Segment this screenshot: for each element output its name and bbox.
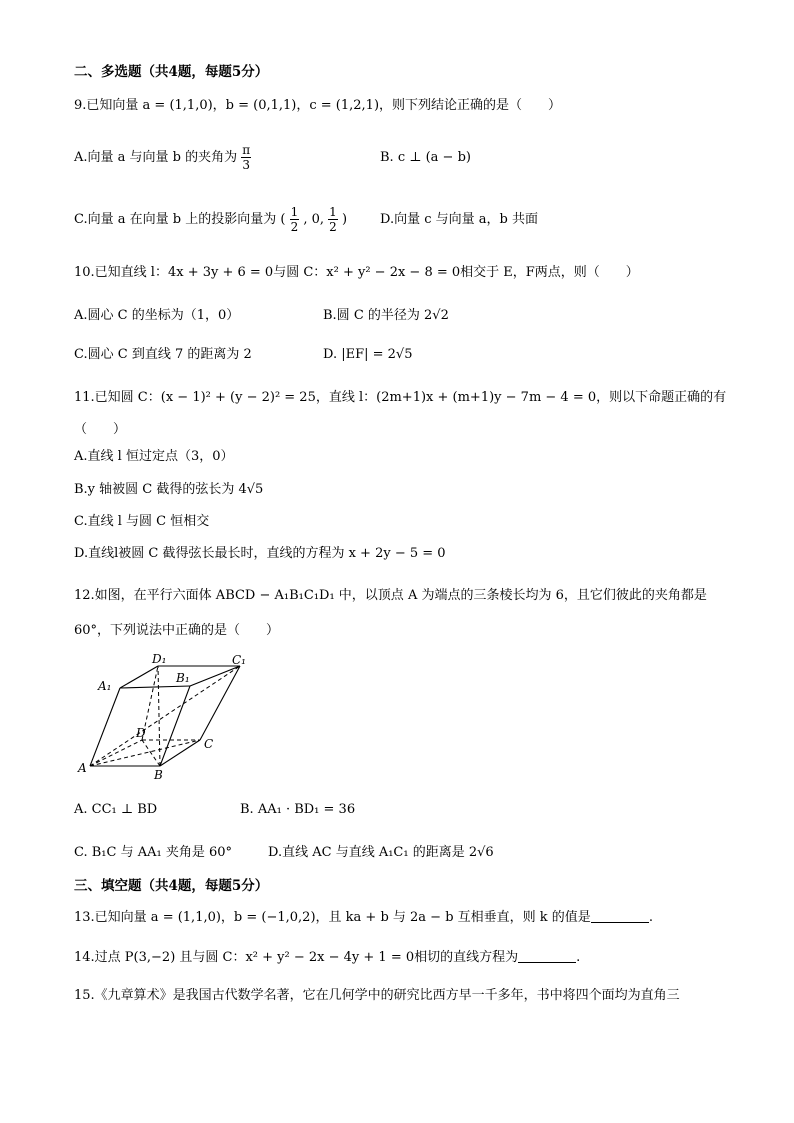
q12-stem: 12.如图，在平行六面体 ABCD − A₁B₁C₁D₁ 中，以顶点 A 为端点的三条棱长均为 6，且它们彼此的夹角都是 bbox=[74, 588, 707, 603]
label-c1: C₁ bbox=[232, 653, 246, 667]
edge-ad-hidden bbox=[90, 740, 142, 766]
q15-text: 15.《九章算术》是我国古代数学名著，它在几何学中的研究比西方早一千多年，书中将四个面均为直角三 bbox=[74, 988, 680, 1003]
q10-option-d: D. |EF| = 2√5 bbox=[323, 347, 413, 362]
q11-option-c: C.直线 l 与圆 C 恒相交 bbox=[74, 514, 210, 529]
section-2-title: 二、多选题（共4题，每题5分） bbox=[74, 64, 269, 80]
q9-option-c-fraction-1 bbox=[290, 205, 300, 234]
fraction-numerator: π bbox=[242, 143, 251, 157]
edge-a1b1 bbox=[120, 686, 190, 688]
edge-cc1 bbox=[200, 666, 240, 740]
q9-option-c-fraction-2 bbox=[328, 205, 338, 234]
label-a1: A₁ bbox=[98, 679, 112, 693]
fraction-denominator: 2 bbox=[290, 220, 299, 234]
q9-stem: 9.已知向量 a = (1,1,0)，b = (0,1,1)，c = (1,2,1)，则下列结论正确的是（ ） bbox=[74, 98, 562, 113]
fraction-numerator: 1 bbox=[290, 205, 299, 219]
q14-text: 14.过点 P(3,−2) 且与圆 C：x² + y² − 2x − 4y + 1 = 0相切的直线方程为 bbox=[74, 950, 519, 965]
q12-option-a: A. CC₁ ⊥ BD bbox=[74, 802, 158, 817]
q14 bbox=[74, 948, 580, 968]
q9-option-d: D.向量 c 与向量 a，b 共面 bbox=[380, 212, 538, 227]
q9-option-c-close: ) bbox=[341, 212, 348, 227]
q11-option-b: B.y 轴被圆 C 截得的弦长为 4√5 bbox=[74, 482, 264, 497]
q11-option-d: D.直线l被圆 C 截得弦长最长时，直线的方程为 x + 2y − 5 = 0 bbox=[74, 546, 446, 561]
edge-aa1 bbox=[90, 688, 120, 766]
q12-option-b: B. AA₁ · BD₁ = 36 bbox=[240, 802, 356, 817]
q10-option-a: A.圆心 C 的坐标为（1，0） bbox=[74, 308, 240, 323]
parallelepiped-figure bbox=[76, 652, 256, 784]
label-d: D bbox=[136, 726, 146, 740]
q11-stem: 11.已知圆 C：(x − 1)² + (y − 2)² = 25，直线 l：(2m+1)x + (m+1)y − 7m − 4 = 0，则以下命题正确的有 bbox=[74, 390, 727, 405]
q13-answer-blank[interactable] bbox=[591, 908, 649, 923]
q9-option-a-fraction bbox=[241, 143, 251, 172]
q9-option-b: B. c ⊥ (a − b) bbox=[380, 150, 471, 165]
q9-option-c bbox=[74, 200, 347, 240]
q13-text: 13.已知向量 a = (1,1,0)，b = (−1,0,2)，且 ka + b 与 2a − b 互相垂直，则 k 的值是 bbox=[74, 910, 591, 925]
fraction-denominator: 3 bbox=[242, 158, 251, 172]
diag-ac1-hidden bbox=[90, 666, 240, 766]
q14-end: . bbox=[576, 950, 581, 965]
fraction-denominator: 2 bbox=[329, 220, 337, 234]
label-a: A bbox=[78, 761, 87, 775]
q13-end: . bbox=[648, 910, 653, 925]
label-b: B bbox=[154, 768, 163, 782]
q10-option-c: C.圆心 C 到直线 7 的距离为 2 bbox=[74, 347, 252, 362]
q12-option-c: C. B₁C 与 AA₁ 夹角是 60° bbox=[74, 845, 233, 860]
label-d1: D₁ bbox=[152, 652, 167, 666]
edge-bc bbox=[160, 740, 200, 766]
q9-option-c-text: C.向量 a 在向量 b 上的投影向量为 ( bbox=[74, 212, 286, 227]
diag-ac-hidden bbox=[90, 740, 200, 766]
edge-bb1 bbox=[160, 686, 190, 766]
q14-answer-blank[interactable] bbox=[518, 948, 576, 963]
q9-option-a bbox=[74, 140, 251, 176]
section-3-title: 三、填空题（共4题，每题5分） bbox=[74, 878, 269, 894]
q11-stem-cont: （ ） bbox=[74, 422, 127, 437]
q11-option-a: A.直线 l 恒过定点（3，0） bbox=[74, 449, 234, 464]
q10-stem: 10.已知直线 l：4x + 3y + 6 = 0与圆 C：x² + y² − 2x − 8 = 0相交于 E，F两点，则（ ） bbox=[74, 265, 639, 280]
q12-stem-cont: 60°，下列说法中正确的是（ ） bbox=[74, 623, 280, 638]
edge-a1d1 bbox=[120, 666, 158, 688]
label-b1: B₁ bbox=[176, 671, 190, 685]
q13 bbox=[74, 908, 653, 928]
diag-bd1-hidden bbox=[158, 666, 160, 766]
q12-option-d: D.直线 AC 与直线 A₁C₁ 的距离是 2√6 bbox=[268, 845, 494, 860]
q10-option-b: B.圆 C 的半径为 2√2 bbox=[323, 308, 449, 323]
label-c: C bbox=[204, 737, 214, 751]
q9-option-a-text: A.向量 a 与向量 b 的夹角为 bbox=[74, 150, 238, 165]
fraction-numerator: 1 bbox=[329, 205, 337, 219]
q9-option-c-mid: , 0, bbox=[303, 212, 325, 227]
